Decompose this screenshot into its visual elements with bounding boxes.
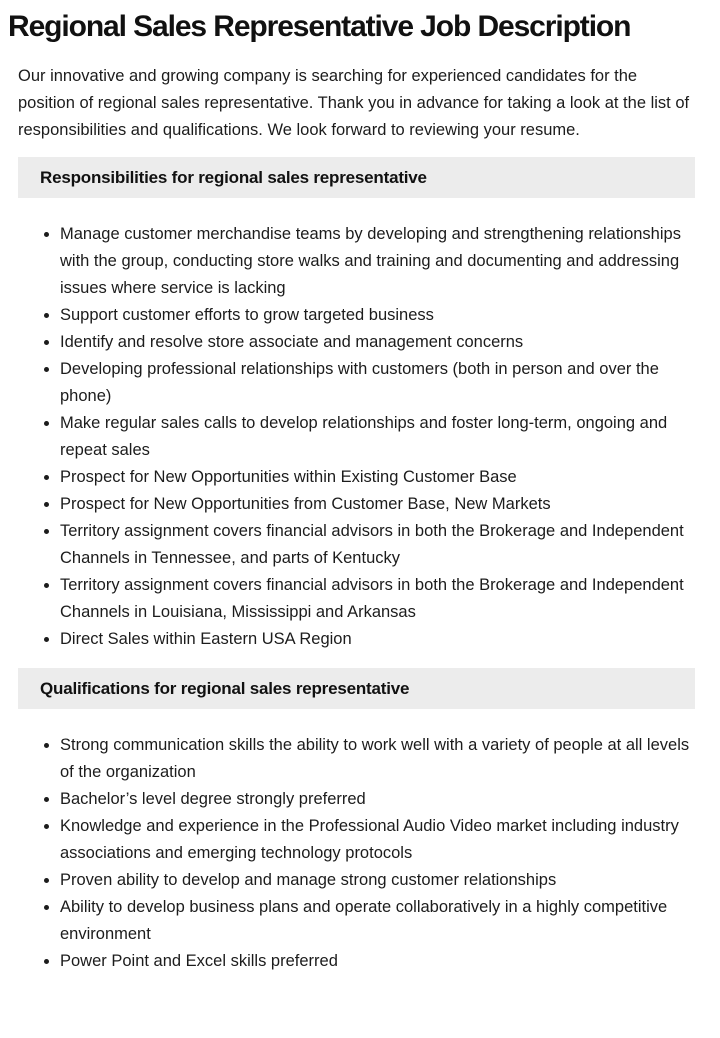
list-item bbox=[43, 626, 698, 653]
bullet-icon bbox=[44, 475, 49, 480]
bullet-icon bbox=[44, 824, 49, 829]
page-title: Regional Sales Representative Job Description bbox=[8, 10, 631, 43]
bullet-icon bbox=[44, 367, 49, 372]
list-item-text: Direct Sales within Eastern USA Region bbox=[60, 630, 352, 648]
bullet-icon bbox=[44, 502, 49, 507]
bullet-icon bbox=[44, 905, 49, 910]
list-item bbox=[43, 356, 698, 410]
list-item bbox=[43, 732, 698, 786]
list-item bbox=[43, 867, 698, 894]
qualifications-heading: Qualifications for regional sales representative bbox=[40, 678, 410, 698]
bullet-icon bbox=[44, 959, 49, 964]
list-item-text: Prospect for New Opportunities from Customer Base, New Markets bbox=[60, 495, 551, 513]
list-item bbox=[43, 894, 698, 948]
list-item-text: Territory assignment covers financial advisors in both the Brokerage and Independent Channels in Tennessee, and parts of Kentucky bbox=[60, 522, 684, 567]
qualifications-list bbox=[43, 732, 698, 975]
section-header-qualifications bbox=[18, 668, 695, 709]
list-item bbox=[43, 572, 698, 626]
bullet-icon bbox=[44, 797, 49, 802]
bullet-icon bbox=[44, 583, 49, 588]
bullet-icon bbox=[44, 743, 49, 748]
list-item bbox=[43, 329, 698, 356]
list-item-text: Make regular sales calls to develop relationships and foster long-term, ongoing and repeat sales bbox=[60, 414, 668, 459]
list-item-text: Ability to develop business plans and operate collaboratively in a highly competitive environment bbox=[60, 898, 668, 943]
responsibilities-list bbox=[43, 221, 698, 653]
bullet-icon bbox=[44, 421, 49, 426]
bullet-icon bbox=[44, 637, 49, 642]
bullet-icon bbox=[44, 232, 49, 237]
list-item-text: Prospect for New Opportunities within Existing Customer Base bbox=[60, 468, 517, 486]
job-description-document bbox=[0, 8, 720, 1038]
section-header-responsibilities bbox=[18, 157, 695, 198]
list-item bbox=[43, 221, 698, 302]
list-item-text: Power Point and Excel skills preferred bbox=[60, 952, 338, 970]
list-item-text: Strong communication skills the ability to work well with a variety of people at all levels of the organization bbox=[60, 736, 690, 781]
list-item bbox=[43, 948, 698, 975]
list-item bbox=[43, 813, 698, 867]
bullet-icon bbox=[44, 529, 49, 534]
list-item-text: Bachelor’s level degree strongly preferred bbox=[60, 790, 366, 808]
list-item-text: Identify and resolve store associate and management concerns bbox=[60, 333, 524, 351]
list-item-text: Manage customer merchandise teams by developing and strengthening relationships with the group, conducting store walks and training and documenting and addressing issues where service is lacking bbox=[60, 225, 681, 297]
list-item bbox=[43, 518, 698, 572]
list-item-text: Territory assignment covers financial advisors in both the Brokerage and Independent Channels in Louisiana, Mississippi and Arkansas bbox=[60, 576, 684, 621]
list-item-text: Proven ability to develop and manage strong customer relationships bbox=[60, 871, 557, 889]
list-item-text: Knowledge and experience in the Professional Audio Video market including industry associations and emerging technology protocols bbox=[60, 817, 679, 862]
list-item-text: Developing professional relationships with customers (both in person and over the phone) bbox=[60, 360, 659, 405]
list-item bbox=[43, 464, 698, 491]
bullet-icon bbox=[44, 340, 49, 345]
intro-paragraph: Our innovative and growing company is searching for experienced candidates for the position of regional sales representative. Thank you in advance for taking a look at the list of responsibilities and qualifications. We look forward to reviewing your resume. bbox=[18, 67, 690, 139]
list-item bbox=[43, 491, 698, 518]
bullet-icon bbox=[44, 878, 49, 883]
responsibilities-heading: Responsibilities for regional sales representative bbox=[40, 167, 427, 187]
bullet-icon bbox=[44, 313, 49, 318]
list-item-text: Support customer efforts to grow targeted business bbox=[60, 306, 434, 324]
list-item bbox=[43, 786, 698, 813]
list-item bbox=[43, 410, 698, 464]
list-item bbox=[43, 302, 698, 329]
